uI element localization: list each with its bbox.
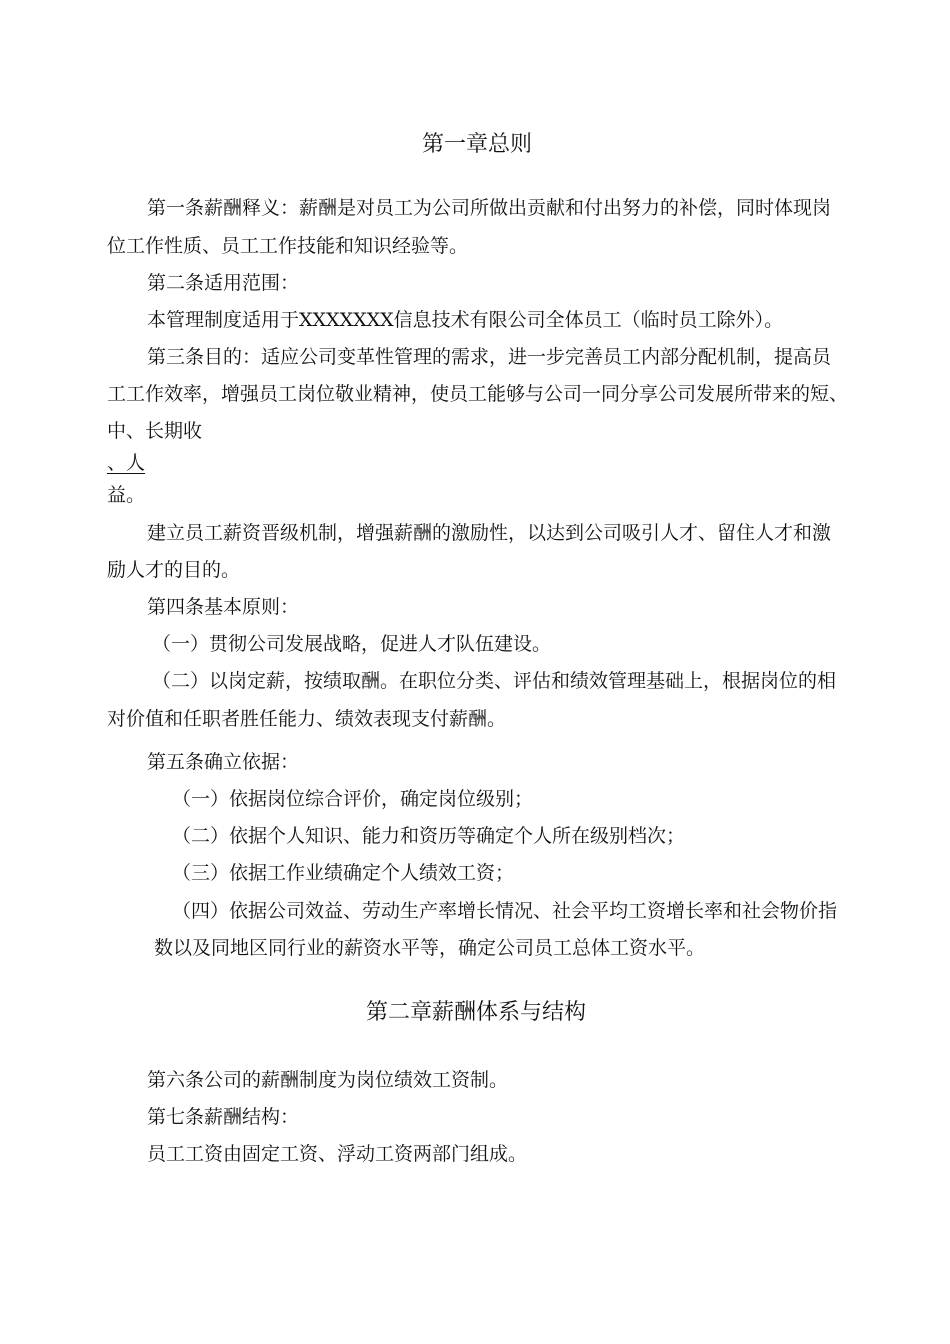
article-2-title: 第二条适用范围： bbox=[147, 272, 300, 294]
article-4-item-2-line-2: 对价值和任职者胜任能力、绩效表现支付薪酬。 bbox=[107, 708, 507, 730]
article-5-item-3: （三）依据工作业绩确定个人绩效工资； bbox=[172, 862, 515, 884]
article-7-body: 员工工资由固定工资、浮动工资两部门组成。 bbox=[147, 1143, 528, 1165]
article-1-line-1: 第一条薪酬释义：薪酬是对员工为公司所做出贡献和付出努力的补偿，同时体现岗 bbox=[147, 197, 832, 219]
article-3-para-2-line-1: 建立员工薪资晋级机制，增强薪酬的激励性，以达到公司吸引人才、留住人才和激 bbox=[147, 522, 832, 544]
article-5-title: 第五条确立依据： bbox=[147, 751, 300, 773]
article-3-line-5: 益。 bbox=[107, 484, 146, 506]
chapter-2-heading: 第二章薪酬体系与结构 bbox=[366, 1000, 587, 1025]
article-3-line-4: 、人 bbox=[107, 452, 146, 474]
article-5-item-4-line-2: 数以及同地区同行业的薪资水平等，确定公司员工总体工资水平。 bbox=[154, 937, 706, 959]
article-1-line-2: 位工作性质、员工工作技能和知识经验等。 bbox=[107, 235, 469, 257]
article-2-body: 本管理制度适用于XXXXXXX信息技术有限公司全体员工（临时员工除外）。 bbox=[147, 309, 784, 331]
article-4-title: 第四条基本原则： bbox=[147, 596, 300, 618]
article-4-item-1: （一）贯彻公司发展战略，促进人才队伍建设。 bbox=[152, 633, 552, 655]
article-3-line-2: 工工作效率，增强员工岗位敬业精神，使员工能够与公司一同分享公司发展所带来的短、 bbox=[107, 383, 849, 405]
article-5-item-2: （二）依据个人知识、能力和资历等确定个人所在级别档次； bbox=[172, 825, 686, 847]
article-5-item-1: （一）依据岗位综合评价，确定岗位级别； bbox=[172, 788, 534, 810]
article-6: 第六条公司的薪酬制度为岗位绩效工资制。 bbox=[147, 1069, 509, 1091]
article-3-line-1: 第三条目的：适应公司变革性管理的需求，进一步完善员工内部分配机制，提高员 bbox=[147, 346, 832, 368]
chapter-1-heading: 第一章总则 bbox=[422, 132, 533, 157]
article-4-item-2-line-1: （二）以岗定薪，按绩取酬。在职位分类、评估和绩效管理基础上，根据岗位的相 bbox=[152, 670, 837, 692]
article-5-item-4-line-1: （四）依据公司效益、劳动生产率增长情况、社会平均工资增长率和社会物价指 bbox=[172, 900, 838, 922]
article-7-title: 第七条薪酬结构： bbox=[147, 1106, 300, 1128]
article-3-line-3: 中、长期收 bbox=[107, 420, 203, 442]
article-3-para-2-line-2: 励人才的目的。 bbox=[107, 559, 241, 581]
